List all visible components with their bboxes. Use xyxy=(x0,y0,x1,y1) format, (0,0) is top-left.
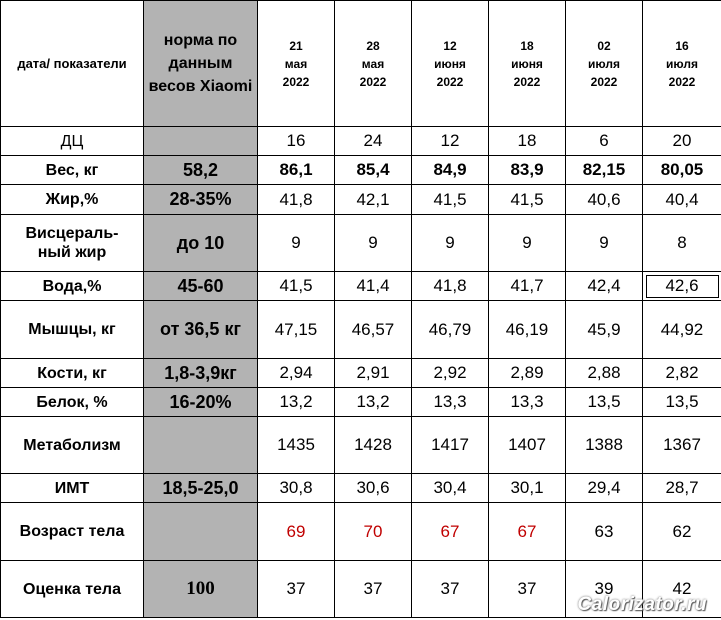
date-year: 2022 xyxy=(436,74,464,89)
value-cell: 28,7 xyxy=(643,474,721,503)
date-month: июля xyxy=(666,56,698,71)
value-cell: 40,4 xyxy=(643,185,721,215)
value-cell: 47,15 xyxy=(258,301,335,359)
norm-cell xyxy=(144,127,258,156)
row-label: Вес, кг xyxy=(1,156,144,185)
row-label: Мышцы, кг xyxy=(1,301,144,359)
value-cell: 37 xyxy=(258,561,335,618)
value-cell: 1388 xyxy=(566,417,643,474)
value-cell: 9 xyxy=(489,215,566,272)
value-cell: 63 xyxy=(566,503,643,561)
value-cell: 83,9 xyxy=(489,156,566,185)
table-row xyxy=(1,127,721,156)
row-label xyxy=(1,215,144,272)
value-cell: 84,9 xyxy=(412,156,489,185)
date-header xyxy=(335,1,412,127)
corner-header: дата/ показатели xyxy=(1,1,144,127)
date-month: июня xyxy=(434,56,466,71)
value-cell: 41,5 xyxy=(258,272,335,301)
value-cell: 62 xyxy=(643,503,721,561)
value-cell: 86,1 xyxy=(258,156,335,185)
value-cell: 42 xyxy=(643,561,721,618)
row-label-line: ный жир xyxy=(37,244,107,261)
value-cell: 46,79 xyxy=(412,301,489,359)
value-cell: 41,8 xyxy=(412,272,489,301)
watermark-logo: Calorizator.ru xyxy=(577,594,707,615)
row-label: Возраст тела xyxy=(1,503,144,561)
value-cell: 9 xyxy=(566,215,643,272)
value-cell: 12 xyxy=(412,127,489,156)
date-header xyxy=(412,1,489,127)
value-cell: 40,6 xyxy=(566,185,643,215)
value-cell: 1407 xyxy=(489,417,566,474)
date-header xyxy=(566,1,643,127)
norm-cell xyxy=(144,503,258,561)
value-cell: 46,19 xyxy=(489,301,566,359)
value-cell: 13,2 xyxy=(258,388,335,417)
value-cell: 30,1 xyxy=(489,474,566,503)
date-month: июля xyxy=(588,56,620,71)
value-cell: 82,15 xyxy=(566,156,643,185)
value-cell-highlighted: 69 xyxy=(258,503,335,561)
norm-cell: 28-35% xyxy=(144,185,258,215)
value-cell: 13,3 xyxy=(412,388,489,417)
table-row xyxy=(1,301,721,359)
value-cell: 41,5 xyxy=(412,185,489,215)
value-cell: 41,4 xyxy=(335,272,412,301)
value-cell: 6 xyxy=(566,127,643,156)
date-day: 28 xyxy=(366,38,380,53)
value-cell: 41,7 xyxy=(489,272,566,301)
value-cell: 13,5 xyxy=(566,388,643,417)
table-row xyxy=(1,156,721,185)
table-row xyxy=(1,272,721,301)
norm-cell: от 36,5 кг xyxy=(144,301,258,359)
value-cell: 2,94 xyxy=(258,359,335,388)
row-label: Жир,% xyxy=(1,185,144,215)
date-year: 2022 xyxy=(668,74,696,89)
table-row xyxy=(1,388,721,417)
value-cell: 42,4 xyxy=(566,272,643,301)
value-cell: 37 xyxy=(335,561,412,618)
table-row xyxy=(1,417,721,474)
date-day: 12 xyxy=(443,38,457,53)
value-cell: 45,9 xyxy=(566,301,643,359)
value-cell: 39 xyxy=(566,561,643,618)
value-cell: 41,8 xyxy=(258,185,335,215)
value-cell: 42,1 xyxy=(335,185,412,215)
row-label: Оценка тела xyxy=(1,561,144,618)
norm-cell: 1,8-3,9кг xyxy=(144,359,258,388)
value-cell: 30,8 xyxy=(258,474,335,503)
norm-cell: 18,5-25,0 xyxy=(144,474,258,503)
date-month: мая xyxy=(284,56,308,71)
date-header xyxy=(489,1,566,127)
value-cell: 16 xyxy=(258,127,335,156)
value-cell: 1428 xyxy=(335,417,412,474)
value-cell: 30,4 xyxy=(412,474,489,503)
date-month: мая xyxy=(361,56,385,71)
value-cell: 13,2 xyxy=(335,388,412,417)
date-month: июня xyxy=(511,56,543,71)
value-cell-selected: 42,6 xyxy=(643,272,721,301)
value-cell: 13,5 xyxy=(643,388,721,417)
value-cell: 37 xyxy=(412,561,489,618)
norm-cell: до 10 xyxy=(144,215,258,272)
value-cell: 20 xyxy=(643,127,721,156)
table-row xyxy=(1,359,721,388)
norm-cell: 45-60 xyxy=(144,272,258,301)
norm-cell: 100 xyxy=(144,561,258,618)
value-cell: 13,3 xyxy=(489,388,566,417)
value-cell-highlighted: 67 xyxy=(489,503,566,561)
value-cell: 44,92 xyxy=(643,301,721,359)
row-label: Вода,% xyxy=(1,272,144,301)
row-label: Белок, % xyxy=(1,388,144,417)
value-cell: 2,91 xyxy=(335,359,412,388)
value-cell-highlighted: 70 xyxy=(335,503,412,561)
date-header xyxy=(643,1,721,127)
date-year: 2022 xyxy=(359,74,387,89)
row-label: ИМТ xyxy=(1,474,144,503)
norm-cell: 16-20% xyxy=(144,388,258,417)
value-cell: 46,57 xyxy=(335,301,412,359)
table-row xyxy=(1,503,721,561)
value-cell: 37 xyxy=(489,561,566,618)
value-cell: 2,88 xyxy=(566,359,643,388)
value-cell: 2,92 xyxy=(412,359,489,388)
row-label: Кости, кг xyxy=(1,359,144,388)
value-cell-highlighted: 67 xyxy=(412,503,489,561)
value-cell: 1435 xyxy=(258,417,335,474)
value-cell: 29,4 xyxy=(566,474,643,503)
table-row xyxy=(1,185,721,215)
value-cell: 1367 xyxy=(643,417,721,474)
row-label-line: Висцераль- xyxy=(25,225,119,242)
date-header xyxy=(258,1,335,127)
value-cell: 18 xyxy=(489,127,566,156)
value-cell: 2,82 xyxy=(643,359,721,388)
table-row xyxy=(1,474,721,503)
value-cell: 24 xyxy=(335,127,412,156)
value-cell: 1417 xyxy=(412,417,489,474)
table-row xyxy=(1,215,721,272)
value-cell: 80,05 xyxy=(643,156,721,185)
value-cell: 41,5 xyxy=(489,185,566,215)
date-year: 2022 xyxy=(513,74,541,89)
value-cell: 8 xyxy=(643,215,721,272)
value-cell: 9 xyxy=(335,215,412,272)
date-day: 16 xyxy=(675,38,689,53)
date-year: 2022 xyxy=(282,74,310,89)
value-cell: 30,6 xyxy=(335,474,412,503)
date-day: 21 xyxy=(289,38,303,53)
date-day: 18 xyxy=(520,38,534,53)
norm-cell: 58,2 xyxy=(144,156,258,185)
value-cell: 9 xyxy=(412,215,489,272)
value-cell: 9 xyxy=(258,215,335,272)
row-label: ДЦ xyxy=(1,127,144,156)
norm-header: норма по данным весов Xiaomi xyxy=(144,1,258,127)
value-cell: 85,4 xyxy=(335,156,412,185)
row-label: Метаболизм xyxy=(1,417,144,474)
header-row xyxy=(1,1,721,127)
date-day: 02 xyxy=(597,38,611,53)
norm-cell xyxy=(144,417,258,474)
date-year: 2022 xyxy=(590,74,618,89)
value-cell: 2,89 xyxy=(489,359,566,388)
